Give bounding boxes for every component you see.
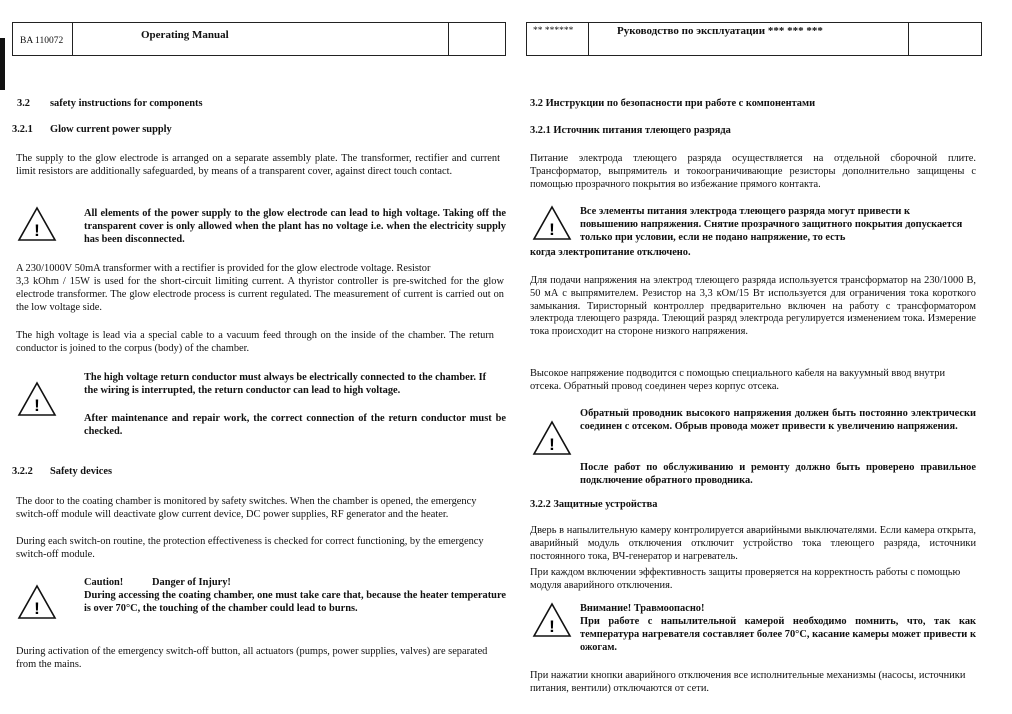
danger-label: Danger of Injury! bbox=[152, 577, 231, 588]
warning-icon bbox=[17, 381, 57, 417]
paragraph: A 230/1000V 50mA transformer with a rectifier is provided for the glow electrode voltage. Resistor bbox=[16, 263, 431, 274]
subsection-title: Safety devices bbox=[50, 466, 113, 477]
paragraph: Высокое напряжение подводится с помощью специального кабеля на вакуумный ввод внутри отсека. Обратный провод соединен через корпус отсека. bbox=[530, 368, 946, 392]
subsection-title: 3.2.2 Защитные устройства bbox=[530, 499, 658, 510]
subsection-number: 3.2.1 bbox=[12, 124, 33, 135]
subsection-number: 3.2.2 bbox=[12, 466, 33, 477]
warning-text: После работ по обслуживанию и ремонту должно быть проверено правильное подключение обратного проводника. bbox=[580, 462, 976, 486]
subsection-title: Glow current power supply bbox=[50, 124, 172, 135]
svg-text:!: ! bbox=[549, 435, 555, 454]
warning-text: During accessing the coating chamber, one must take care that, because the heater temperature is over 70°C, the touching of the chamber could lead to burns. bbox=[84, 590, 506, 614]
page-header bbox=[12, 22, 506, 56]
warning-text: При работе с напылительной камерой необходимо помнить, что, так как температура нагревателя составляет более 70°C, касание камеры может привести к ожогам. bbox=[580, 616, 976, 653]
doc-title: Operating Manual bbox=[141, 29, 229, 41]
warning-icon bbox=[17, 584, 57, 620]
paragraph: The supply to the glow electrode is arranged on a separate assembly plate. The transformer, rectifier and current limit resistors are additionally safeguarded, by means of a transparent cover, against direct touch contact. bbox=[16, 153, 500, 177]
section-number: 3.2 bbox=[17, 98, 30, 109]
paragraph: Питание электрода тлеющего разряда осуществляется на отдельной сборочной плите. Трансформатор, выпрямитель и токоограничивающие резисторы дополнительно защищены с помощью прозрачного покрытия во избежание прямого контакта. bbox=[530, 153, 976, 190]
paragraph: При каждом включении эффективность защиты проверяется на корректность работы с помощью модуля аварийного отключения. bbox=[530, 567, 961, 591]
paragraph: При нажатии кнопки аварийного отключения все исполнительные механизмы (насосы, источники питания, вентили) отключаются от сети. bbox=[530, 670, 966, 694]
subsection-title: 3.2.1 Источник питания тлеющего разряда bbox=[530, 125, 731, 136]
paragraph: 3,3 kOhm / 15W is used for the short-circuit limiting current. A thyristor controller is pre-switched for the glow electrode transformer. The glow electrode process is current regulated. The measurement of current is carried out on the low voltage side. bbox=[16, 276, 504, 313]
paragraph: Дверь в напылительную камеру контролируется аварийными выключателями. Если камера открыта, аварийный модуль отключения отключит устройство тока тлеющего разряда, источники постоянного тока, ВЧ-генератор и нагреватель. bbox=[530, 525, 976, 562]
warning-icon bbox=[532, 602, 572, 638]
paragraph: The high voltage is lead via a special cable to a vacuum feed through on the inside of the chamber. The return conductor is joined to the corpus (body) of the chamber. bbox=[16, 330, 494, 354]
svg-text:!: ! bbox=[549, 220, 555, 239]
warning-text: Все элементы питания электрода тлеющего разряда могут привести к повышению напряжения. Снятие прозрачного защитного покрытия допускается только при условии, если не подано напряжение, то есть bbox=[580, 206, 963, 243]
warning-text: All elements of the power supply to the glow electrode can lead to high voltage. Taking off the transparent cover is only allowed when the plant has no voltage i.e. when the electricity supply has been disconnected. bbox=[84, 208, 506, 245]
russian-page bbox=[520, 0, 1012, 714]
page-header bbox=[526, 22, 982, 56]
paragraph: During each switch-on routine, the protection effectiveness is checked for correct functioning, by the emergency switch-off module. bbox=[16, 536, 484, 560]
warning-text: когда электропитание отключено. bbox=[530, 247, 691, 258]
section-title: safety instructions for components bbox=[50, 98, 203, 109]
caution-label: Caution! bbox=[84, 577, 124, 588]
paragraph: The door to the coating chamber is monitored by safety switches. When the chamber is opened, the emergency switch-off module will deactivate glow current device, DC power supplies, RF generator and the heater. bbox=[16, 496, 477, 520]
warning-text: Обратный проводник высокого напряжения должен быть постоянно электрически соединен с отсеком. Обрыв провода может привести к увеличению напряжения. bbox=[580, 408, 976, 432]
svg-text:!: ! bbox=[34, 396, 40, 415]
warning-icon bbox=[532, 205, 572, 241]
warning-icon bbox=[17, 206, 57, 242]
warning-icon bbox=[532, 420, 572, 456]
paragraph: Для подачи напряжения на электрод тлеющего разряда используется трансформатор на 230/1000 В, 50 мА с выпрямителем. Резистор на 3,3 кОм/15 Вт используется для ограничения тока короткого замыкания. Тиристорный контроллер предварительно включен на работу с трансформатором электрода тлеющего разряда. Тлеющий разряд электрода регулируется изменением тока. Измерение тока происходит на стороне низкого напряжения. bbox=[530, 275, 976, 338]
doc-code: ** ****** bbox=[533, 26, 574, 36]
doc-title: Руководство по эксплуатации *** *** *** bbox=[617, 25, 823, 37]
svg-text:!: ! bbox=[34, 221, 40, 240]
svg-text:!: ! bbox=[549, 617, 555, 636]
warning-text: The high voltage return conductor must always be electrically connected to the chamber. If the wiring is interrupted, the return conductor can lead to high voltage. bbox=[84, 372, 487, 396]
paragraph: During activation of the emergency switch-off button, all actuators (pumps, power supplies, valves) are separated from the mains. bbox=[16, 646, 488, 670]
caution-label: Внимание! Травмоопасно! bbox=[580, 603, 705, 614]
svg-text:!: ! bbox=[34, 599, 40, 618]
section-title: 3.2 Инструкции по безопасности при работе с компонентами bbox=[530, 98, 816, 109]
warning-text: After maintenance and repair work, the correct connection of the return conductor must be checked. bbox=[84, 413, 506, 437]
doc-code: BA 110072 bbox=[20, 36, 64, 46]
